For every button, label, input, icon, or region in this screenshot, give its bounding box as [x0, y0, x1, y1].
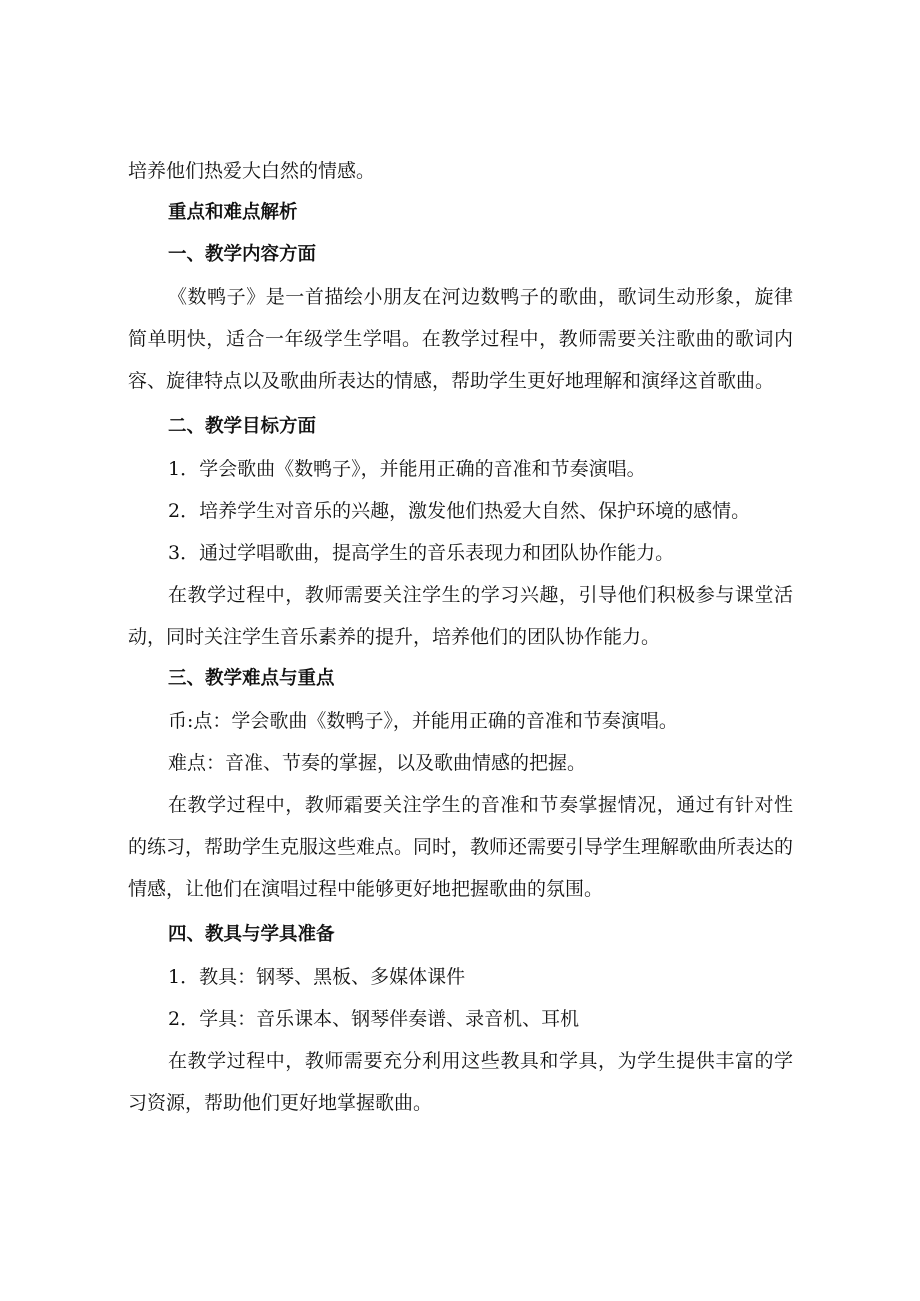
goal-item-1: 1．学会歌曲《数鸭子》，并能用正确的音准和节奏演唱。 [168, 458, 646, 480]
key-point-text: 币:点：学会歌曲《数鸭子》，并能用正确的音准和节奏演唱。 [168, 710, 678, 732]
tools-item-2: 2．学具：音乐课本、钢琴伴奏谱、录音机、耳机 [168, 1008, 580, 1030]
document-body [128, 150, 793, 1124]
section-2-paragraph: 在教学过程中，教师需要关注学生的学习兴趣，引导他们积极参与课堂活动，同时关注学生音乐素养的提升，培养他们的团队协作能力。 [128, 584, 793, 648]
intro-tail-paragraph: 培养他们热爱大白然的情感。 [128, 160, 376, 182]
difficult-point-text: 难点：音准、节奏的掌握，以及歌曲情感的把握。 [168, 752, 587, 774]
section-1-heading: 一、教学内容方面 [168, 244, 317, 265]
goal-item-3: 3．通过学唱歌曲，提高学生的音乐表现力和团队协作能力。 [168, 542, 675, 564]
section-2-heading: 二、教学目标方面 [168, 416, 317, 437]
section-4-heading: 四、教具与学具准备 [168, 924, 335, 945]
tools-item-1: 1．教具：钢琴、黑板、多媒体课件 [168, 966, 466, 988]
section-4-paragraph: 在教学过程中，教师需要充分利用这些教具和学具，为学生提供丰富的学习资源，帮助他们更好地掌握歌曲。 [128, 1050, 793, 1114]
analysis-heading: 重点和难点解析 [168, 202, 298, 223]
section-3-heading: 三、教学难点与重点 [168, 668, 335, 689]
section-1-paragraph: 《数鸭子》是一首描绘小朋友在河边数鸭子的歌曲，歌词生动形象，旋律简单明快，适合一年级学生学唱。在教学过程中，教师需要关注歌曲的歌词内容、旋律特点以及歌曲所表达的情感，帮助学生更好地理解和演绎这首歌曲。 [128, 286, 793, 392]
goal-item-2: 2．培养学生对音乐的兴趣，激发他们热爱大自然、保护环境的感情。 [168, 500, 751, 522]
section-3-paragraph: 在教学过程中，教师霜要关注学生的音准和节奏掌握情况，通过有针对性的练习，帮助学生克服这些难点。同时，教师还需要引导学生理解歌曲所表达的情感，让他们在演唱过程中能够更好地把握歌曲的氛围。 [128, 794, 794, 900]
